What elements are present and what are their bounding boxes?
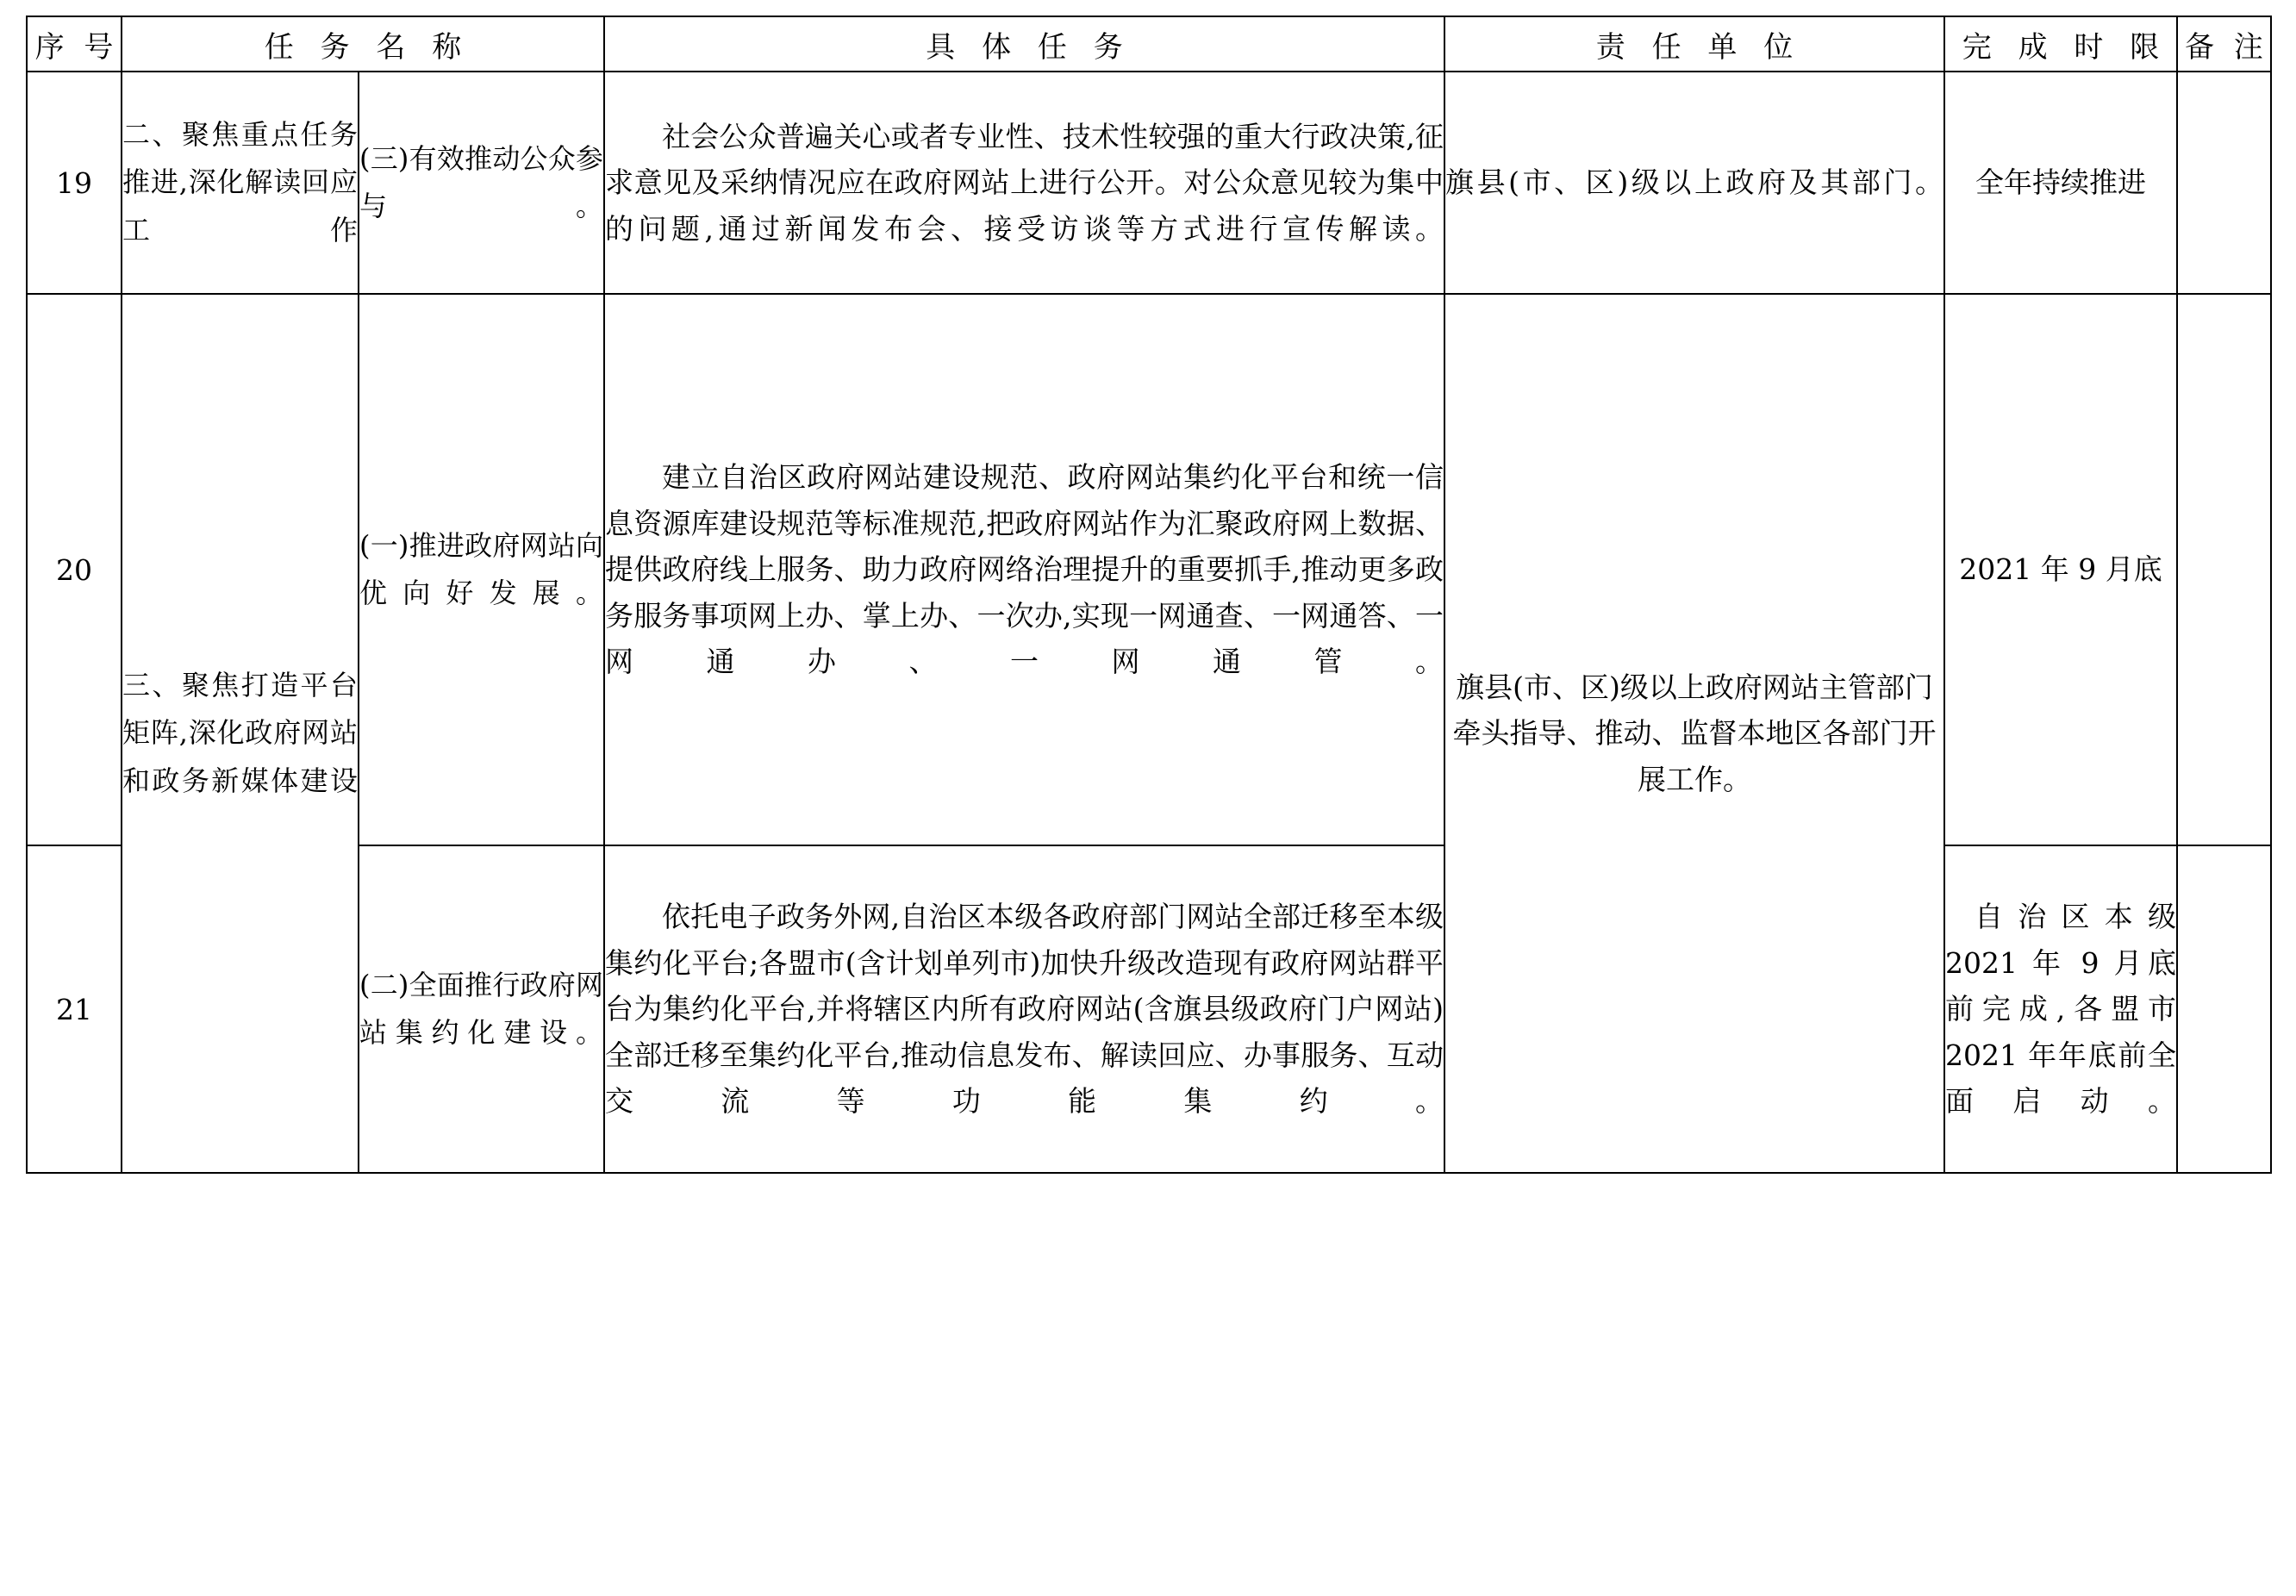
- column-header-deadline: 完 成 时 限: [1944, 16, 2177, 72]
- column-header-unit: 责 任 单 位: [1444, 16, 1944, 72]
- deadline: 全年持续推进: [1944, 72, 2177, 294]
- task-detail: 社会公众普遍关心或者专业性、技术性较强的重大行政决策,征求意见及采纳情况应在政府网站上进行公开。对公众意见较为集中的问题,通过新闻发布会、接受访谈等方式进行宣传解读。: [604, 72, 1444, 294]
- row-serial: 20: [27, 294, 122, 845]
- task-detail: 建立自治区政府网站建设规范、政府网站集约化平台和统一信息资源库建设规范等标准规范,把政府网站作为汇聚政府网上数据、提供政府线上服务、助力政府网络治理提升的重要抓手,推动更多政务服务事项网上办、掌上办、一次办,实现一网通查、一网通答、一网通办、一网通管。: [604, 294, 1444, 845]
- remark: [2177, 845, 2271, 1173]
- task-group-label: 二、聚焦重点任务推进,深化解读回应工作: [122, 72, 359, 294]
- task-name: (一)推进政府网站向优向好发展。: [359, 294, 604, 845]
- deadline: 自治区本级 2021 年 9 月底前完成,各盟市 2021 年年底前全面启动。: [1944, 845, 2177, 1173]
- column-header-serial: 序 号: [27, 16, 122, 72]
- task-name: (二)全面推行政府网站集约化建设。: [359, 845, 604, 1173]
- task-group-label: 三、聚焦打造平台矩阵,深化政府网站和政务新媒体建设: [122, 294, 359, 1173]
- table-header-row: [27, 16, 2271, 72]
- column-header-task-name: 任 务 名 称: [122, 16, 604, 72]
- task-table: [26, 16, 2272, 1174]
- task-name: (三)有效推动公众参与。: [359, 72, 604, 294]
- deadline: 2021 年 9 月底: [1944, 294, 2177, 845]
- row-serial: 21: [27, 845, 122, 1173]
- row-serial: 19: [27, 72, 122, 294]
- responsible-unit: 旗县(市、区)级以上政府网站主管部门牵头指导、推动、监督本地区各部门开展工作。: [1444, 294, 1944, 1173]
- remark: [2177, 72, 2271, 294]
- table-row: [27, 72, 2271, 294]
- remark: [2177, 294, 2271, 845]
- responsible-unit: 旗县(市、区)级以上政府及其部门。: [1444, 72, 1944, 294]
- task-detail: 依托电子政务外网,自治区本级各政府部门网站全部迁移至本级集约化平台;各盟市(含计划单列市)加快升级改造现有政府网站群平台为集约化平台,并将辖区内所有政府网站(含旗县级政府门户网站)全部迁移至集约化平台,推动信息发布、解读回应、办事服务、互动交流等功能集约。: [604, 845, 1444, 1173]
- column-header-detail: 具 体 任 务: [604, 16, 1444, 72]
- table-row: [27, 294, 2271, 845]
- column-header-remark: 备 注: [2177, 16, 2271, 72]
